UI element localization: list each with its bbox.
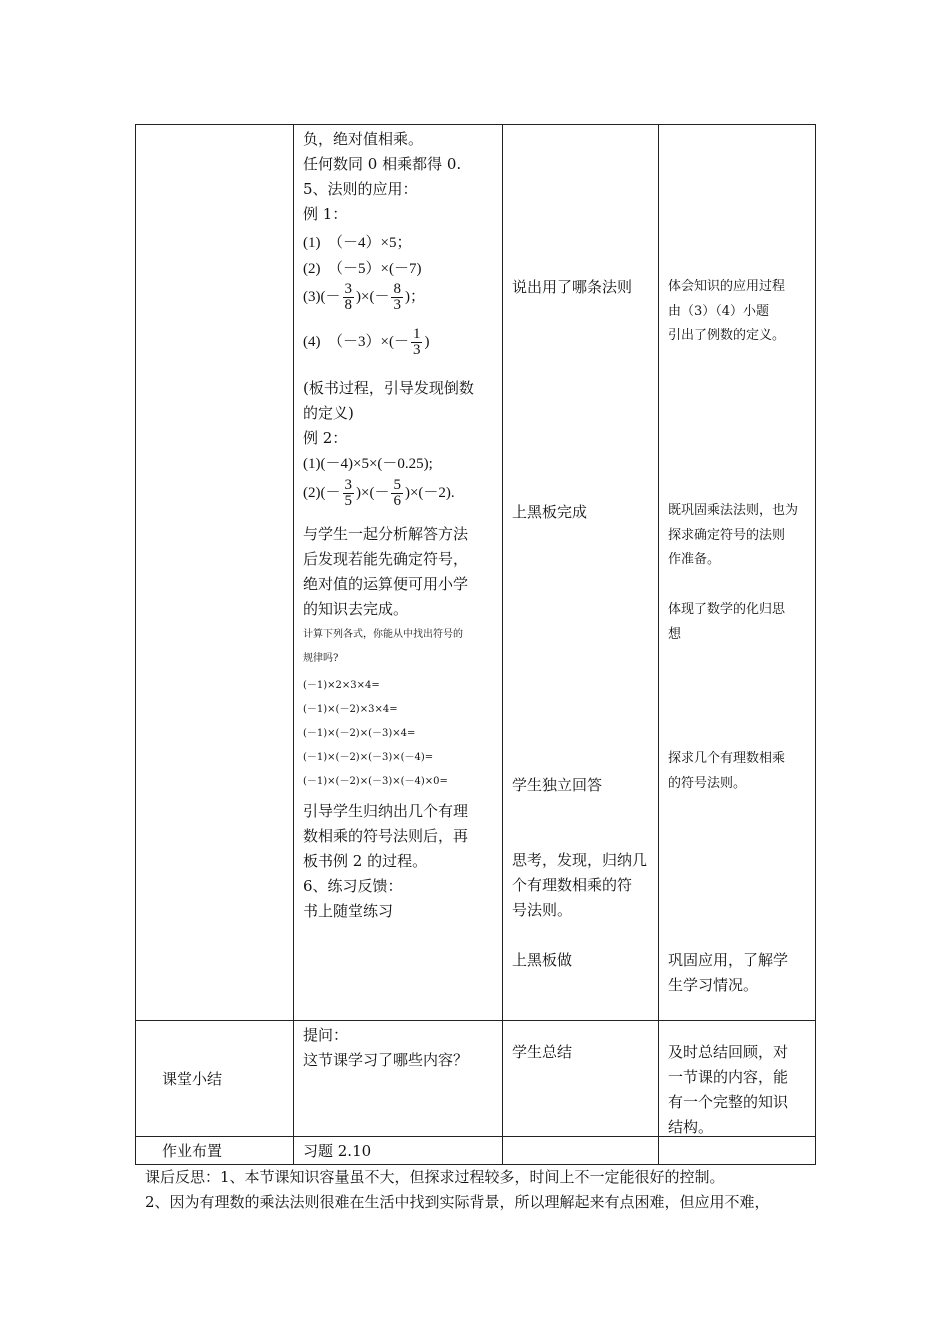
example-item: (1) （－4）×5； — [303, 235, 412, 251]
student-activity: 号法则。 — [512, 901, 573, 919]
numerator: 3 — [344, 477, 352, 493]
text-line: 负，绝对值相乘。 — [303, 130, 424, 148]
calc-line: (－1)×(－2)×3×4= — [303, 704, 398, 715]
numerator: 1 — [412, 326, 421, 342]
design-note: 由（3）（4）小题 — [668, 304, 770, 319]
design-note: 作准备。 — [668, 552, 721, 567]
design-note: 探求确定符号的法则 — [668, 528, 786, 543]
numerator: 5 — [393, 477, 401, 493]
text-line: (板书过程，引导发现倒数 — [303, 379, 474, 397]
column-divider — [293, 125, 294, 1164]
expr-part: (2)(－ — [303, 484, 341, 501]
fraction — [343, 478, 355, 509]
example-item-fraction — [303, 282, 425, 313]
reflection-line: 课后反思：1、本节课知识容量虽不大，但探求过程较多，时间上不一定能很好的控制。 — [145, 1168, 725, 1186]
section-heading: 5、法则的应用： — [303, 180, 418, 198]
denominator: 3 — [393, 297, 401, 313]
example-item-fraction — [303, 478, 455, 509]
numerator: 3 — [344, 281, 352, 297]
homework-value: 习题 2.10 — [303, 1142, 372, 1160]
design-note: 体现了数学的化归思 — [668, 602, 786, 617]
example-title: 例 2： — [303, 429, 348, 447]
column-divider — [658, 125, 659, 1164]
calc-line: (－1)×(－2)×(－3)×(－4)= — [303, 752, 434, 763]
denominator: 5 — [344, 493, 352, 509]
expr-part: (4) （－3）×(－ — [303, 333, 409, 350]
example-item: (1)(－4)×5×(－0.25); — [303, 456, 433, 472]
design-note: 既巩固乘法法则，也为 — [668, 503, 799, 518]
expr-part: (3)(－ — [303, 288, 341, 305]
row-divider — [136, 1136, 815, 1137]
student-activity: 学生总结 — [512, 1043, 573, 1061]
expr-part: )×(－ — [356, 288, 390, 305]
example-title: 例 1： — [303, 205, 348, 223]
reflection-line: 2、因为有理数的乘法法则很难在生活中找到实际背景，所以理解起来有点困难，但应用不难， — [145, 1193, 770, 1211]
student-activity: 上黑板做 — [512, 951, 573, 969]
text-line: 的定义) — [303, 404, 354, 422]
text-line: 板书例 2 的过程。 — [303, 852, 428, 870]
small-text-line: 计算下列各式，你能从中找出符号的 — [303, 629, 463, 640]
denominator: 6 — [393, 493, 401, 509]
student-activity: 思考，发现，归纳几 — [512, 851, 648, 869]
expr-part: )×(－ — [356, 484, 390, 501]
fraction — [343, 282, 355, 313]
example-item: (2) （－5）×(－7) — [303, 261, 422, 277]
calc-line: (－1)×(－2)×(－3)×(－4)×0= — [303, 776, 448, 787]
design-note: 体会知识的应用过程 — [668, 279, 786, 294]
example-item-fraction — [303, 327, 429, 358]
design-note: 巩固应用，了解学 — [668, 951, 789, 969]
fraction — [411, 327, 423, 358]
design-note: 想 — [668, 627, 682, 642]
text-line: 后发现若能先确定符号， — [303, 550, 469, 568]
student-activity: 学生独立回答 — [512, 776, 603, 794]
text-line: 引导学生归纳出几个有理 — [303, 802, 469, 820]
text-line: 提问： — [303, 1026, 349, 1044]
design-note: 探求几个有理数相乘 — [668, 751, 786, 766]
text-line: 绝对值的运算便可用小学 — [303, 575, 469, 593]
design-note: 一节课的内容，能 — [668, 1068, 789, 1086]
denominator: 8 — [344, 297, 352, 313]
student-activity: 说出用了哪条法则 — [512, 278, 633, 296]
text-line: 数相乘的符号法则后，再 — [303, 827, 469, 845]
design-note: 引出了例数的定义。 — [668, 328, 786, 343]
design-note: 的符号法则。 — [668, 776, 747, 791]
design-note: 生学习情况。 — [668, 976, 759, 994]
small-text-line: 规律吗? — [303, 653, 339, 664]
design-note: 有一个完整的知识 — [668, 1093, 789, 1111]
design-note: 及时总结回顾，对 — [668, 1043, 789, 1061]
fraction — [391, 282, 403, 313]
numerator: 8 — [393, 281, 401, 297]
expr-part: )×(－2). — [404, 484, 455, 501]
student-activity: 上黑板完成 — [512, 503, 588, 521]
text-line: 任何数同 0 相乘都得 0. — [303, 155, 462, 173]
text-line: 与学生一起分析解答方法 — [303, 525, 469, 543]
text-line: 的知识去完成。 — [303, 600, 409, 618]
row-label-homework: 作业布置 — [162, 1142, 223, 1160]
section-heading: 6、练习反馈： — [303, 877, 403, 895]
calc-line: (－1)×2×3×4= — [303, 680, 380, 691]
calc-line: (－1)×(－2)×(－3)×4= — [303, 728, 416, 739]
denominator: 3 — [412, 342, 421, 358]
design-note: 结构。 — [668, 1118, 714, 1136]
text-line: 这节课学习了哪些内容？ — [303, 1051, 469, 1069]
expr-part: ) — [424, 333, 430, 350]
student-activity: 个有理数相乘的符 — [512, 876, 633, 894]
row-label-summary: 课堂小结 — [162, 1070, 223, 1088]
expr-part: )； — [404, 288, 425, 305]
row-divider — [136, 1020, 815, 1021]
text-line: 书上随堂练习 — [303, 902, 394, 920]
column-divider — [502, 125, 503, 1164]
fraction — [391, 478, 403, 509]
